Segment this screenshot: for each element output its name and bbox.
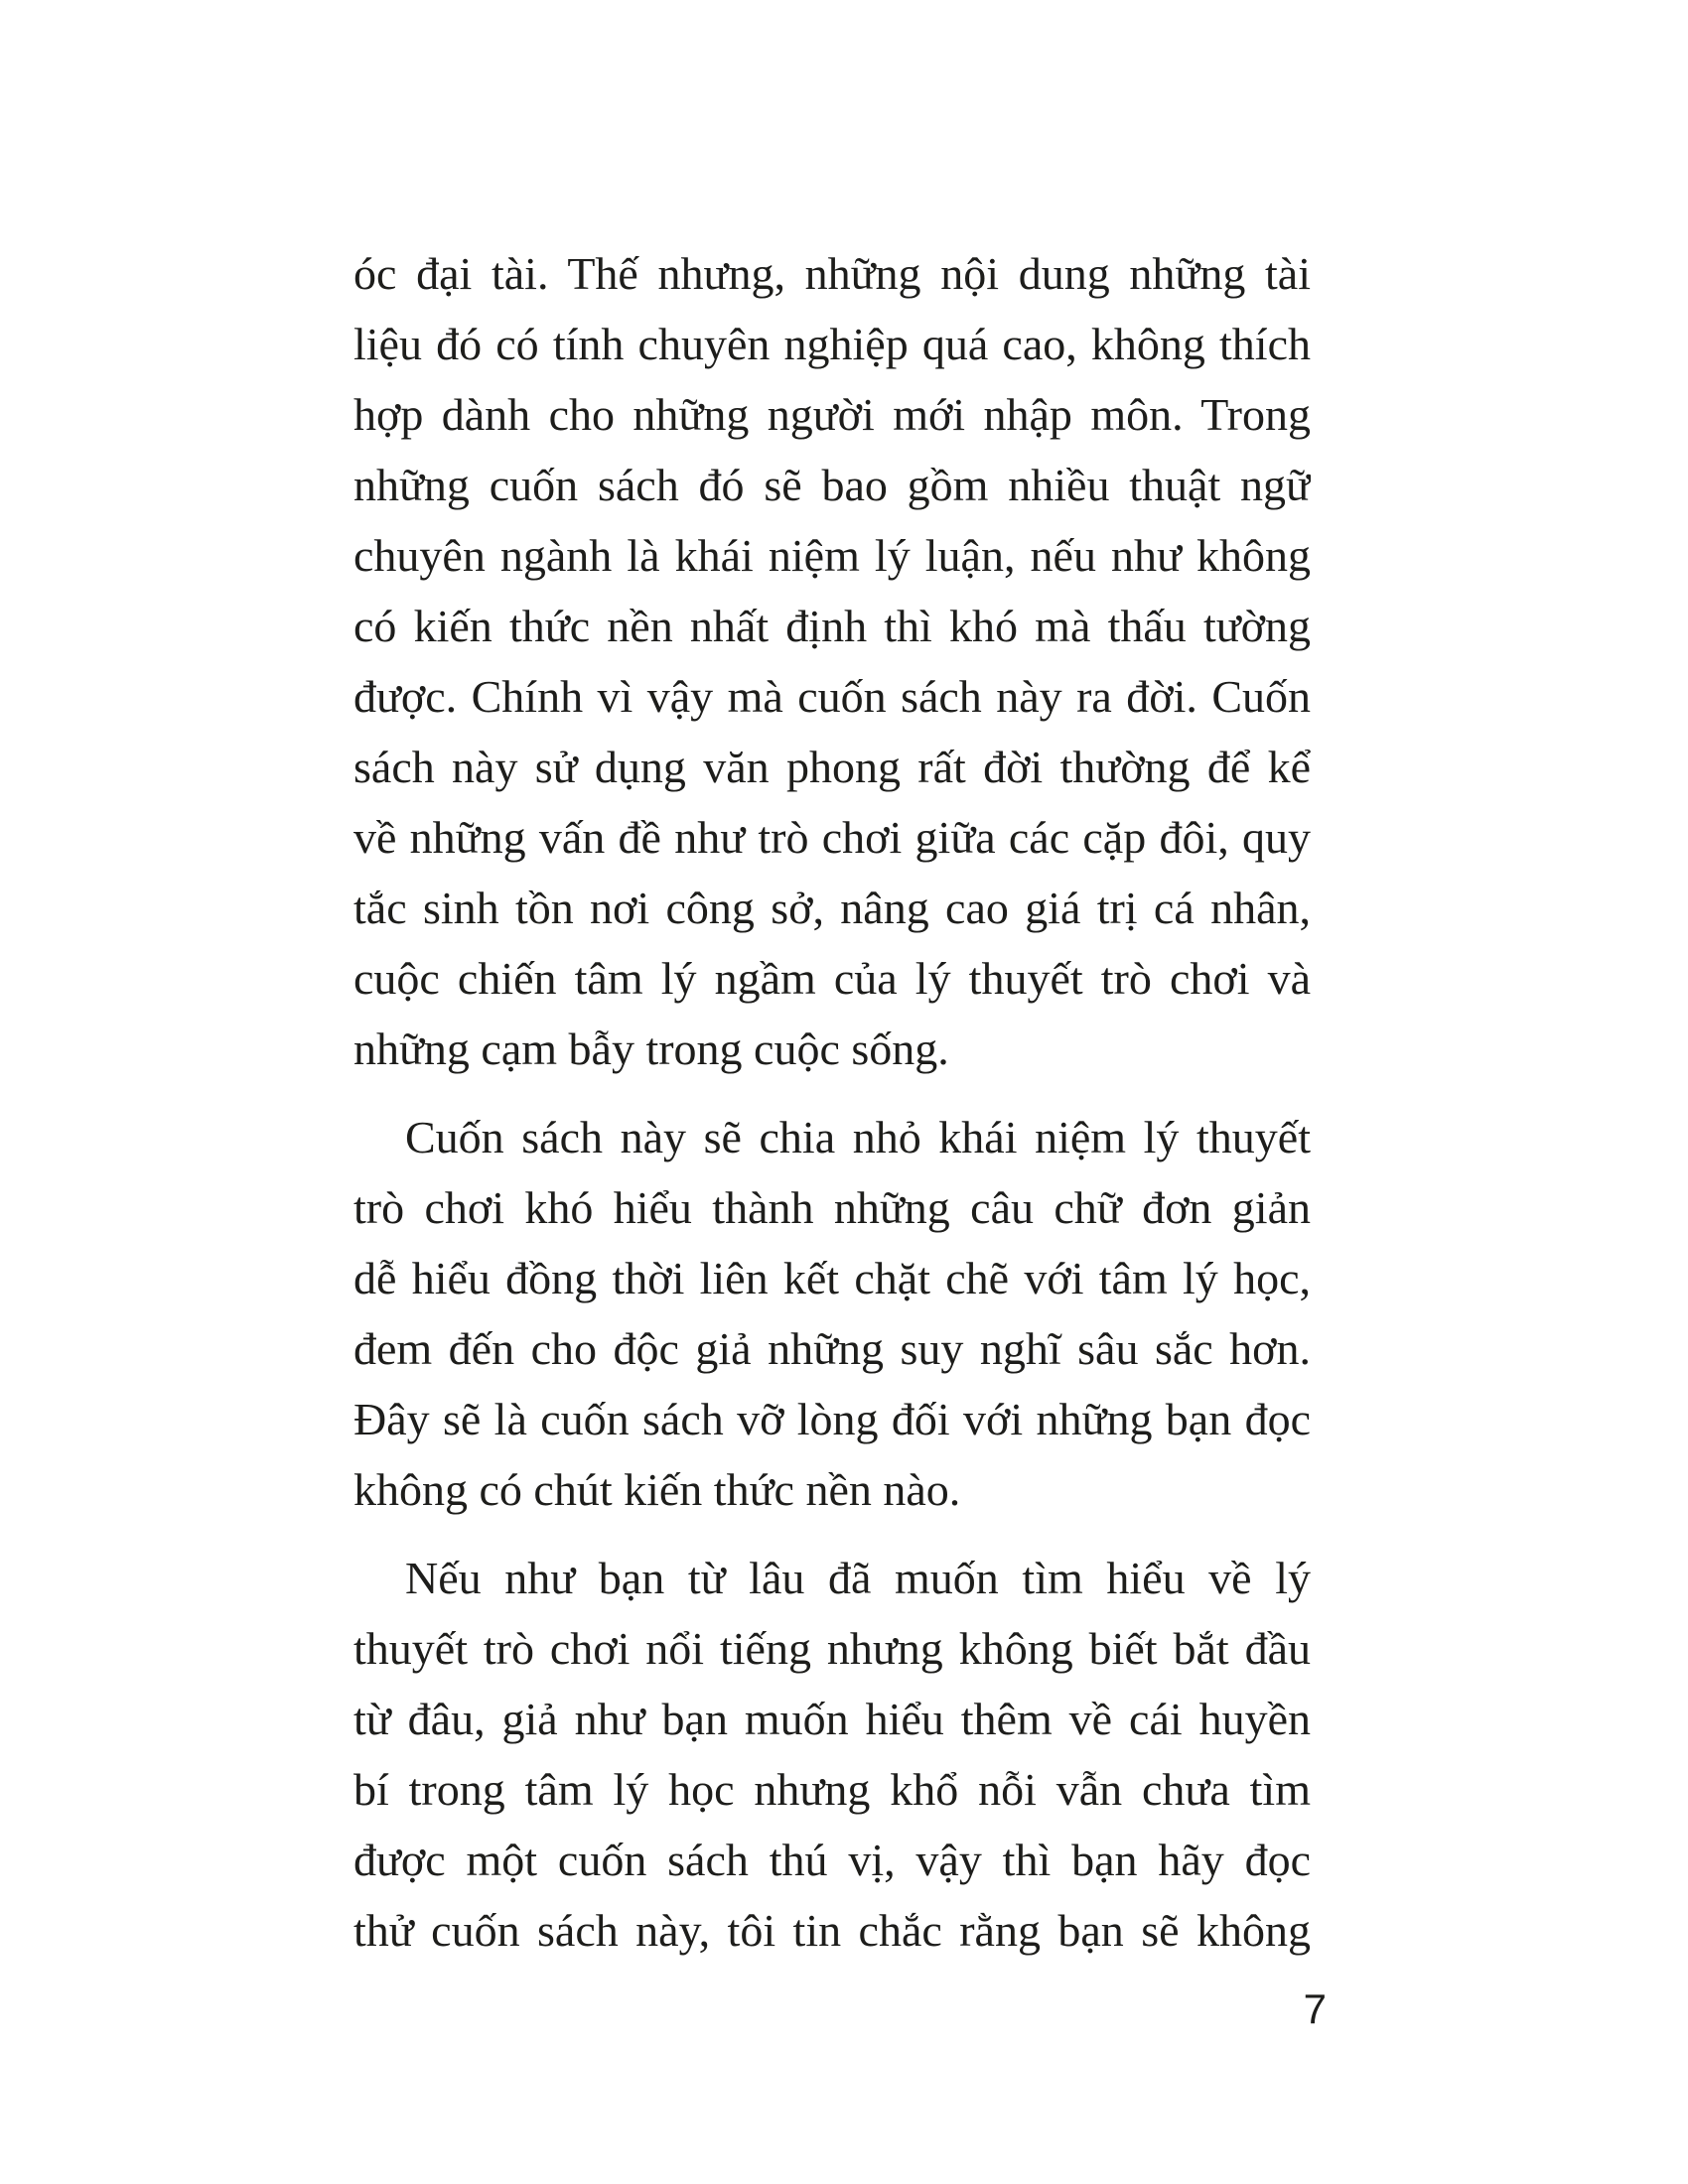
- text-line: thuyết trò chơi nổi tiếng nhưng không biết bắt đầu: [353, 1623, 1311, 1674]
- text-line: dễ hiểu đồng thời liên kết chặt chẽ với tâm lý học,: [353, 1253, 1311, 1303]
- paragraph-2: [353, 1102, 1311, 1525]
- text-line: không có chút kiến thức nền nào.: [353, 1464, 961, 1515]
- text-line: Đây sẽ là cuốn sách vỡ lòng đối với những bạn đọc: [353, 1394, 1311, 1444]
- text-line: óc đại tài. Thế nhưng, những nội dung những tài: [353, 248, 1311, 299]
- page-text: [353, 238, 1311, 1966]
- text-line: những cuốn sách đó sẽ bao gồm nhiều thuật ngữ: [353, 460, 1311, 510]
- text-line: hợp dành cho những người mới nhập môn. Trong: [353, 389, 1311, 440]
- text-line: thử cuốn sách này, tôi tin chắc rằng bạn sẽ không: [353, 1905, 1311, 1956]
- text-line: những cạm bẫy trong cuộc sống.: [353, 1024, 949, 1074]
- text-line: tắc sinh tồn nơi công sở, nâng cao giá trị cá nhân,: [353, 883, 1311, 933]
- text-line: trò chơi khó hiểu thành những câu chữ đơn giản: [353, 1182, 1311, 1233]
- text-line: Cuốn sách này sẽ chia nhỏ khái niệm lý thuyết: [405, 1112, 1311, 1162]
- text-line: về những vấn đề như trò chơi giữa các cặp đôi, quy: [353, 812, 1311, 863]
- text-line: chuyên ngành là khái niệm lý luận, nếu như không: [353, 530, 1311, 581]
- text-line: được. Chính vì vậy mà cuốn sách này ra đời. Cuốn: [353, 671, 1311, 722]
- text-line: có kiến thức nền nhất định thì khó mà thấu tường: [353, 601, 1311, 651]
- text-line: từ đâu, giả như bạn muốn hiểu thêm về cái huyền: [353, 1694, 1311, 1744]
- text-line: cuộc chiến tâm lý ngầm của lý thuyết trò chơi và: [353, 953, 1311, 1004]
- page-number: 7: [1303, 1985, 1327, 2032]
- text-line: liệu đó có tính chuyên nghiệp quá cao, không thích: [353, 319, 1311, 369]
- text-line: Nếu như bạn từ lâu đã muốn tìm hiểu về lý: [405, 1553, 1311, 1603]
- text-line: sách này sử dụng văn phong rất đời thường để kể: [353, 742, 1311, 792]
- text-line: đem đến cho độc giả những suy nghĩ sâu sắc hơn.: [353, 1323, 1311, 1374]
- paragraph-3: [353, 1543, 1311, 1966]
- text-line: bí trong tâm lý học nhưng khổ nỗi vẫn chưa tìm: [353, 1764, 1311, 1815]
- paragraph-1: [353, 238, 1311, 1084]
- text-line: được một cuốn sách thú vị, vậy thì bạn hãy đọc: [353, 1835, 1311, 1885]
